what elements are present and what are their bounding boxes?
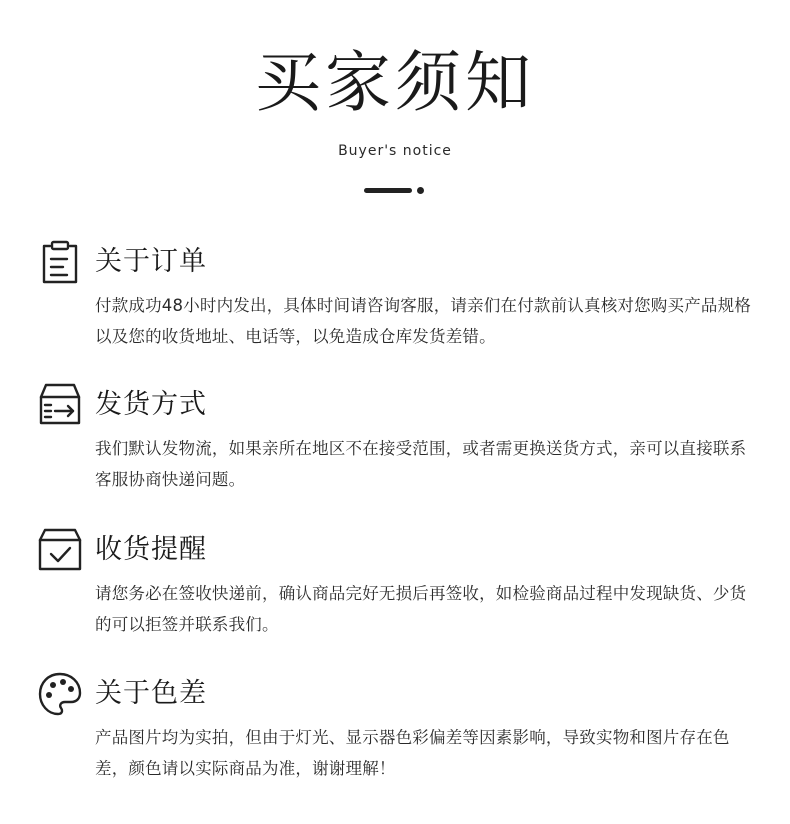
- section-title: 关于订单: [95, 246, 207, 277]
- title-divider-dot: [417, 187, 424, 194]
- received-box-check-icon: [36, 526, 84, 574]
- section-title: 发货方式: [95, 389, 207, 420]
- section-body: 产品图片均为实拍，但由于灯光、显示器色彩偏差等因素影响，导致实物和图片存在色差，颜色请以实际商品为准，谢谢理解！: [95, 728, 730, 778]
- color-palette-icon: [36, 670, 84, 718]
- title-divider-bar: [364, 188, 412, 193]
- section-title: 关于色差: [95, 678, 207, 709]
- shipping-box-icon: [36, 381, 84, 429]
- page-subtitle: Buyer's notice: [338, 143, 452, 159]
- section-body: 我们默认发物流，如果亲所在地区不在接受范围，或者需更换送货方式，亲可以直接联系客服协商快递问题。: [95, 439, 747, 489]
- section-title: 收货提醒: [95, 534, 207, 565]
- section-body: 付款成功48小时内发出，具体时间请咨询客服，请亲们在付款前认真核对您购买产品规格以及您的收货地址、电话等，以免造成仓库发货差错。: [95, 296, 751, 346]
- page-title: 买家须知: [255, 44, 535, 121]
- clipboard-icon: [36, 238, 84, 286]
- section-body: 请您务必在签收快递前，确认商品完好无损后再签收，如检验商品过程中发现缺货、少货的可以拒签并联系我们。: [95, 584, 747, 634]
